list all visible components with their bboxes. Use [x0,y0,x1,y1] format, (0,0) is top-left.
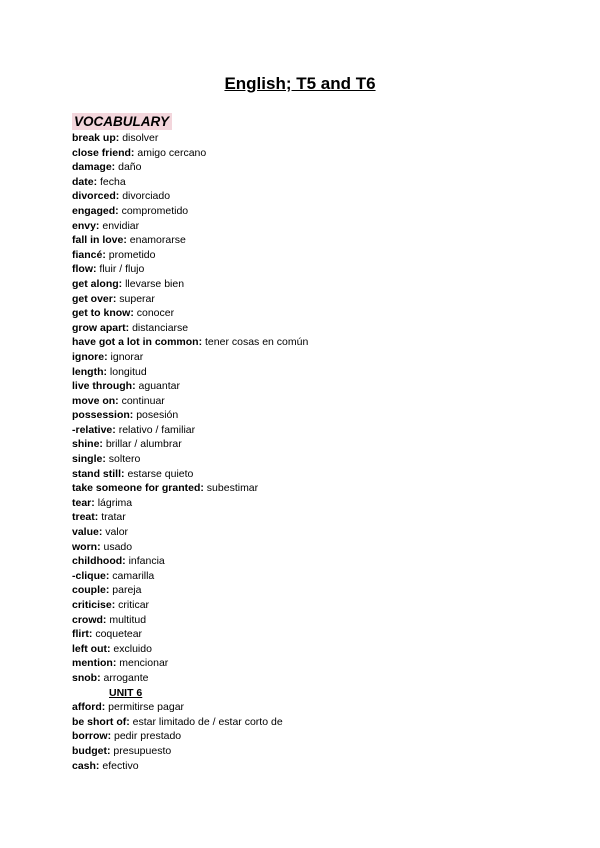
vocabulary-entry [72,656,572,671]
vocabulary-term: stand still: [72,467,125,480]
vocabulary-term: value: [72,526,103,539]
vocabulary-definition: arrogante [103,671,149,684]
vocabulary-entry [72,423,572,438]
vocabulary-entry [72,715,572,730]
vocabulary-entry [72,642,572,657]
vocabulary-term: worn: [72,540,101,553]
vocabulary-term: mention: [72,657,117,670]
vocabulary-definition: tratar [101,511,126,524]
vocabulary-entry [72,759,572,774]
vocabulary-entry [72,146,572,161]
vocabulary-entry [72,481,572,496]
vocabulary-term: childhood: [72,555,126,568]
vocabulary-definition: daño [118,161,142,174]
vocabulary-term: have got a lot in common: [72,336,203,349]
vocabulary-entry [72,350,572,365]
vocabulary-term: single: [72,453,106,466]
vocabulary-entry [72,277,572,292]
vocabulary-term: get to know: [72,307,134,320]
vocabulary-definition: enamorarse [129,234,186,247]
vocabulary-term: date: [72,175,98,188]
vocabulary-definition: fluir / flujo [99,263,145,276]
vocabulary-definition: usado [103,540,133,553]
vocabulary-term: budget: [72,744,111,757]
vocabulary-term: snob: [72,671,101,684]
vocabulary-entry [72,729,572,744]
vocabulary-definition: envidiar [102,219,140,232]
vocabulary-definition: ignorar [110,350,144,363]
page-title: English; T5 and T6 [224,74,376,93]
vocabulary-term: tear: [72,496,95,509]
vocabulary-entry [72,496,572,511]
vocabulary-term: left out: [72,642,111,655]
vocabulary-entry [72,379,572,394]
vocabulary-term: ignore: [72,350,108,363]
vocabulary-definition: comprometido [121,204,189,217]
vocabulary-list [72,131,572,773]
vocabulary-entry [72,248,572,263]
vocabulary-definition: disolver [122,132,159,144]
unit6-list [72,700,572,773]
vocabulary-definition: continuar [121,394,165,407]
vocabulary-entry [72,540,572,555]
vocabulary-definition: excluido [113,642,152,655]
vocabulary-definition: posesión [136,409,179,422]
vocabulary-term: -clique: [72,569,110,582]
vocabulary-term: take someone for granted: [72,482,204,495]
vocabulary-entry [72,598,572,613]
vocabulary-definition: estar limitado de / estar corto de [132,715,283,728]
vocabulary-definition: infancia [128,555,165,568]
vocabulary-term: fall in love: [72,234,127,247]
vocabulary-term: live through: [72,380,136,393]
vocabulary-term: damage: [72,161,116,174]
vocabulary-entry [72,131,572,146]
vocabulary-definition: multitud [109,613,147,626]
vocabulary-definition: presupuesto [113,744,172,757]
vocabulary-entry [72,321,572,336]
vocabulary-term: envy: [72,219,100,232]
vocabulary-term: criticise: [72,599,116,611]
vocabulary-entry [72,160,572,175]
vocabulary-definition: conocer [136,307,175,320]
vocabulary-definition: divorciado [122,190,171,203]
vocabulary-definition: efectivo [102,759,139,772]
vocabulary-heading: VOCABULARY [72,113,172,130]
vocabulary-entry [72,467,572,482]
vocabulary-term: crowd: [72,613,107,626]
vocabulary-term: break up: [72,132,120,144]
vocabulary-term: possession: [72,409,134,422]
vocabulary-term: grow apart: [72,321,130,334]
vocabulary-term: get along: [72,277,123,290]
vocabulary-entry [72,189,572,204]
vocabulary-entry [72,452,572,467]
vocabulary-entry [72,233,572,248]
vocabulary-term: get over: [72,292,117,305]
vocabulary-definition: aguantar [138,380,180,393]
vocabulary-entry [72,613,572,628]
vocabulary-definition: subestimar [206,482,259,495]
vocabulary-entry [72,671,572,686]
vocabulary-entry [72,744,572,759]
vocabulary-term: afford: [72,701,106,714]
vocabulary-term: close friend: [72,146,135,159]
vocabulary-entry [72,569,572,584]
vocabulary-entry [72,262,572,277]
vocabulary-definition: camarilla [112,569,155,582]
vocabulary-entry [72,510,572,525]
vocabulary-entry [72,292,572,307]
vocabulary-entry [72,408,572,423]
unit5-list [72,131,572,686]
vocabulary-entry [72,627,572,642]
vocabulary-term: -relative: [72,423,116,436]
vocabulary-definition: tener cosas en común [205,336,309,349]
vocabulary-definition: lágrima [97,496,133,509]
vocabulary-definition: relativo / familiar [118,423,196,436]
vocabulary-entry [72,437,572,452]
vocabulary-entry [72,700,572,715]
vocabulary-entry [72,335,572,350]
vocabulary-definition: amigo cercano [137,146,207,159]
vocabulary-entry [72,525,572,540]
vocabulary-definition: pareja [112,584,142,597]
vocabulary-entry [72,306,572,321]
vocabulary-definition: distanciarse [132,321,189,334]
unit6-heading: UNIT 6 [109,686,143,699]
vocabulary-entry [72,365,572,380]
vocabulary-definition: coquetear [95,628,143,641]
vocabulary-entry [72,554,572,569]
vocabulary-definition: soltero [108,453,141,466]
vocabulary-term: length: [72,365,107,378]
vocabulary-entry [72,204,572,219]
vocabulary-term: be short of: [72,715,130,728]
vocabulary-definition: fecha [100,175,126,188]
vocabulary-term: move on: [72,394,119,407]
vocabulary-definition: pedir prestado [114,730,182,743]
vocabulary-term: shine: [72,438,103,451]
vocabulary-term: couple: [72,584,110,597]
vocabulary-entry [72,175,572,190]
vocabulary-term: fiancé: [72,248,106,261]
vocabulary-term: borrow: [72,730,112,743]
vocabulary-definition: superar [119,292,155,305]
vocabulary-term: flow: [72,263,97,276]
vocabulary-definition: llevarse bien [125,277,185,290]
vocabulary-term: engaged: [72,204,119,217]
vocabulary-definition: mencionar [119,657,169,670]
vocabulary-definition: brillar / alumbrar [105,438,182,451]
vocabulary-term: divorced: [72,190,120,203]
vocabulary-term: treat: [72,511,99,524]
vocabulary-entry [72,583,572,598]
vocabulary-definition: permitirse pagar [108,701,185,714]
vocabulary-definition: estarse quieto [127,467,194,480]
vocabulary-definition: valor [105,526,129,539]
vocabulary-definition: longitud [109,365,147,378]
vocabulary-term: cash: [72,759,100,772]
vocabulary-definition: prometido [108,248,156,261]
vocabulary-entry [72,394,572,409]
vocabulary-definition: criticar [118,599,150,611]
vocabulary-term: flirt: [72,628,93,641]
vocabulary-entry [72,219,572,234]
